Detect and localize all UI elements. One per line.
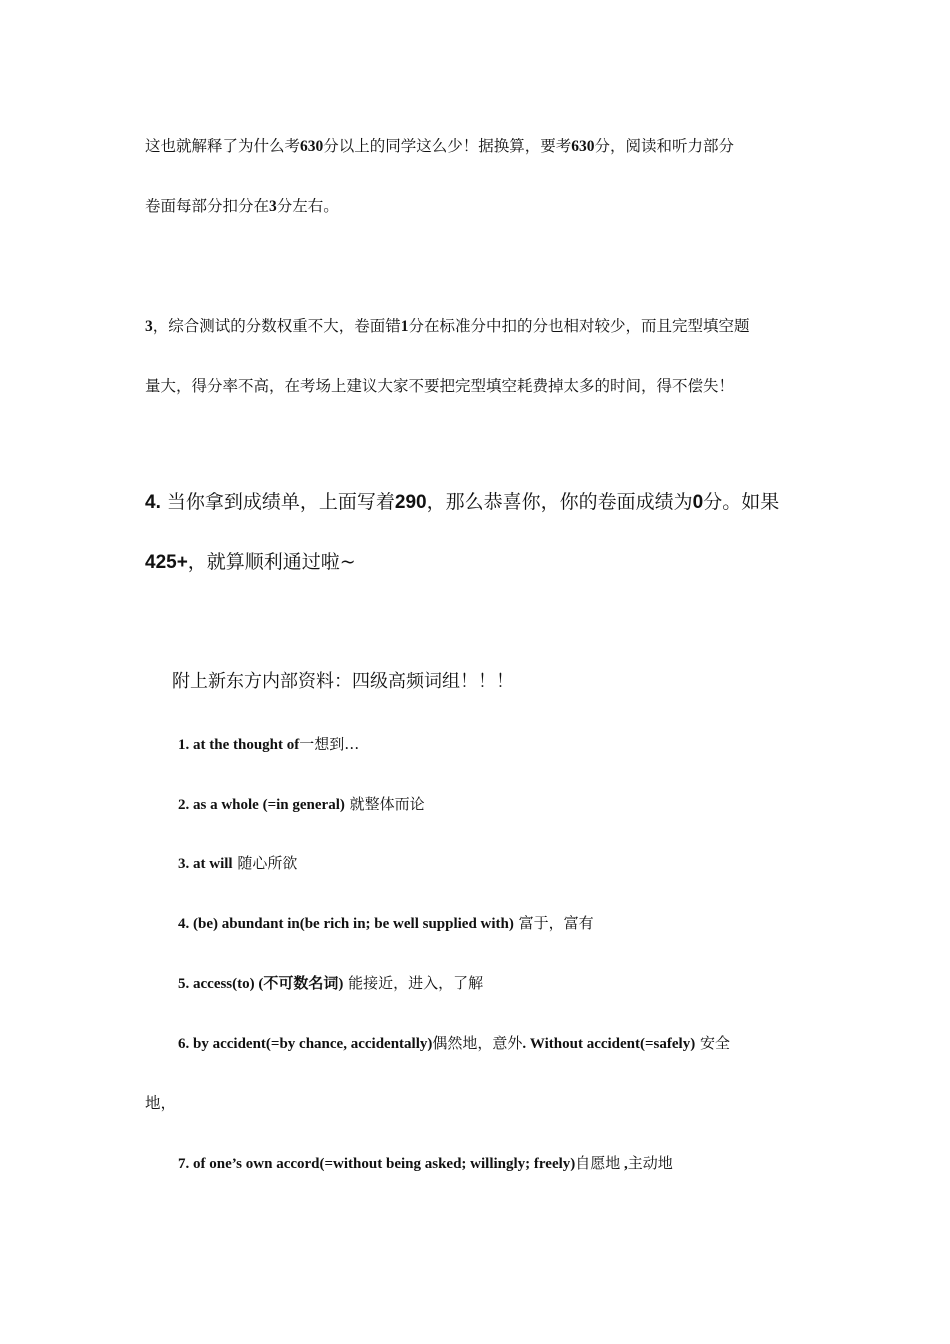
phrase-note: (不可数名词) [254,976,344,992]
phrase-item-7 [178,1153,673,1174]
point-3-line1 [145,316,750,337]
phrase-english: 7. of one’s own accord(=without being asked; willingly; freely) [178,1156,576,1172]
paragraph-630-line2 [145,196,339,217]
phrase-english: 3. at will [178,856,233,872]
number: 0 [692,492,704,513]
text: ，综合测试的分数权重不大，卷面错 [152,317,401,335]
phrase-item-4 [178,913,594,934]
phrase-chinese: 富于，富有 [513,914,594,932]
number: 630 [571,138,595,155]
text: 分在标准分中扣的分也相对较少，而且完型填空题 [408,317,750,335]
phrase-english: 1. at the thought of [178,737,300,753]
phrase-item-5 [178,973,483,994]
phrase-item-6 [178,1033,730,1054]
phrase-chinese: 随心所欲 [232,854,298,872]
phrase-chinese: 安全 [695,1034,730,1052]
point-number: 3 [145,318,153,335]
phrase-chinese: 能接近，进入，了解 [343,974,484,992]
phrase-chinese: 一想到… [299,735,360,753]
phrase-chinese: 就整体而论 [344,795,425,813]
text: 当你拿到成绩单，上面写着 [166,491,395,513]
phrase-english: 5. access(to) [178,976,255,992]
text: ，就算顺利通过啦~ [187,551,356,573]
text: 卷面每部分扣分在 [145,197,270,215]
phrase-chinese: 主动地 [627,1154,673,1172]
number: 290 [394,492,427,513]
text: 分以上的同学这么少！据换算，要考 [323,137,572,155]
text: 量大，得分率不高，在考场上建议大家不要把完型填空耗费掉太多的时间，得不偿失！ [145,377,735,395]
text: 这也就解释了为什么考 [145,137,301,155]
text: 分左右。 [276,197,339,215]
phrase-item-2 [178,794,425,815]
text: 分，阅读和听力部分 [594,137,735,155]
point-4-line2 [145,550,356,575]
point-4-line1 [145,490,779,515]
text: ，那么恭喜你，你的卷面成绩为 [426,491,693,513]
text: 分。如果 [703,491,780,513]
phrase-punctuation: , [620,1156,628,1172]
appendix-heading: 附上新东方内部资料：四级高频词组！！！ [172,671,514,692]
phrase-chinese: 偶然地，意外 [432,1034,523,1052]
number: 425+ [145,552,188,573]
phrase-item-1 [178,734,359,755]
paragraph-630-line1 [145,136,734,157]
number: 630 [300,138,324,155]
phrase-english: 2. as a whole (=in general) [178,797,345,813]
phrase-chinese: 自愿地 [575,1154,621,1172]
point-number: 4. [145,492,161,513]
number: 1 [400,318,409,335]
phrase-english: 4. (be) abundant in(be rich in; be well supplied with) [178,916,514,932]
phrase-item-3 [178,853,297,874]
phrase-english: 6. by accident(=by chance, accidentally) [178,1036,433,1052]
point-3-line2 [145,376,734,396]
number: 3 [269,198,277,215]
phrase-english: . Without accident(=safely) [522,1036,696,1052]
phrase-item-6-continuation: 地， [145,1094,177,1112]
